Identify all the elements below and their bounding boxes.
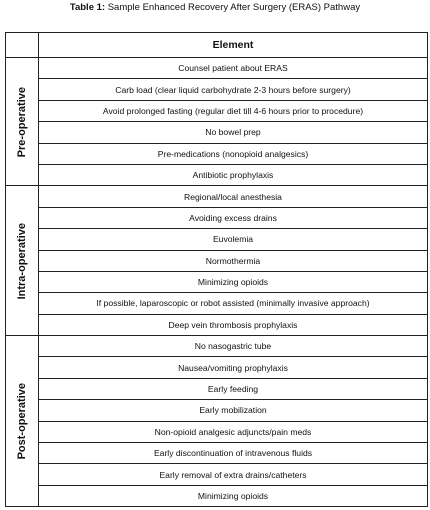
phase-cell-post-operative: [6, 336, 39, 507]
element-cell: No nasogastric tube: [39, 336, 428, 357]
phase-label: Post-operative: [16, 382, 28, 460]
table-row: [6, 443, 428, 464]
table-row: [6, 421, 428, 442]
table-row: [6, 314, 428, 335]
eras-pathway-table: [5, 32, 428, 507]
table-caption-label: Table 1:: [69, 2, 106, 13]
element-cell: Early removal of extra drains/catheters: [39, 464, 428, 485]
element-cell: Deep vein thrombosis prophylaxis: [39, 314, 428, 335]
phase-label: Pre-operative: [16, 86, 28, 157]
table-row: [6, 100, 428, 121]
element-cell: Early mobilization: [39, 400, 428, 421]
table-row: [6, 400, 428, 421]
element-cell: Early feeding: [39, 378, 428, 399]
table-row: [6, 464, 428, 485]
element-cell: Euvolemia: [39, 229, 428, 250]
phase-cell-pre-operative: [6, 58, 39, 186]
table-row: [6, 229, 428, 250]
element-cell: Non-opioid analgesic adjuncts/pain meds: [39, 421, 428, 442]
phase-label: Intra-operative: [16, 222, 28, 299]
table-row: [6, 58, 428, 79]
table-row: [6, 336, 428, 357]
table-row: [6, 378, 428, 399]
phase-cell-intra-operative: [6, 186, 39, 336]
table-row: [6, 485, 428, 506]
element-cell: Normothermia: [39, 250, 428, 271]
table-row: [6, 143, 428, 164]
element-cell: Pre-medications (nonopioid analgesics): [39, 143, 428, 164]
header-element-cell: Element: [39, 33, 428, 58]
table-row: [6, 250, 428, 271]
element-cell: Early discontinuation of intravenous fluids: [39, 443, 428, 464]
element-cell: Counsel patient about ERAS: [39, 58, 428, 79]
element-cell: No bowel prep: [39, 122, 428, 143]
table-row: [6, 79, 428, 100]
table-header-row: [6, 33, 428, 58]
element-cell: Minimizing opioids: [39, 485, 428, 506]
table-caption: [0, 2, 430, 14]
header-phase-cell: [6, 33, 39, 58]
table-row: [6, 207, 428, 228]
table-row: [6, 357, 428, 378]
table-row: [6, 186, 428, 207]
table-row: [6, 271, 428, 292]
element-cell: Avoid prolonged fasting (regular diet till 4-6 hours prior to procedure): [39, 100, 428, 121]
element-cell: Regional/local anesthesia: [39, 186, 428, 207]
element-cell: Avoiding excess drains: [39, 207, 428, 228]
element-cell: Nausea/vomiting prophylaxis: [39, 357, 428, 378]
table-row: [6, 293, 428, 314]
element-cell: Minimizing opioids: [39, 271, 428, 292]
table-row: [6, 122, 428, 143]
element-cell: Antibiotic prophylaxis: [39, 164, 428, 185]
element-cell: If possible, laparoscopic or robot assisted (minimally invasive approach): [39, 293, 428, 314]
table-row: [6, 164, 428, 185]
table-caption-text: Sample Enhanced Recovery After Surgery (ERAS) Pathway: [107, 2, 361, 13]
element-cell: Carb load (clear liquid carbohydrate 2-3 hours before surgery): [39, 79, 428, 100]
